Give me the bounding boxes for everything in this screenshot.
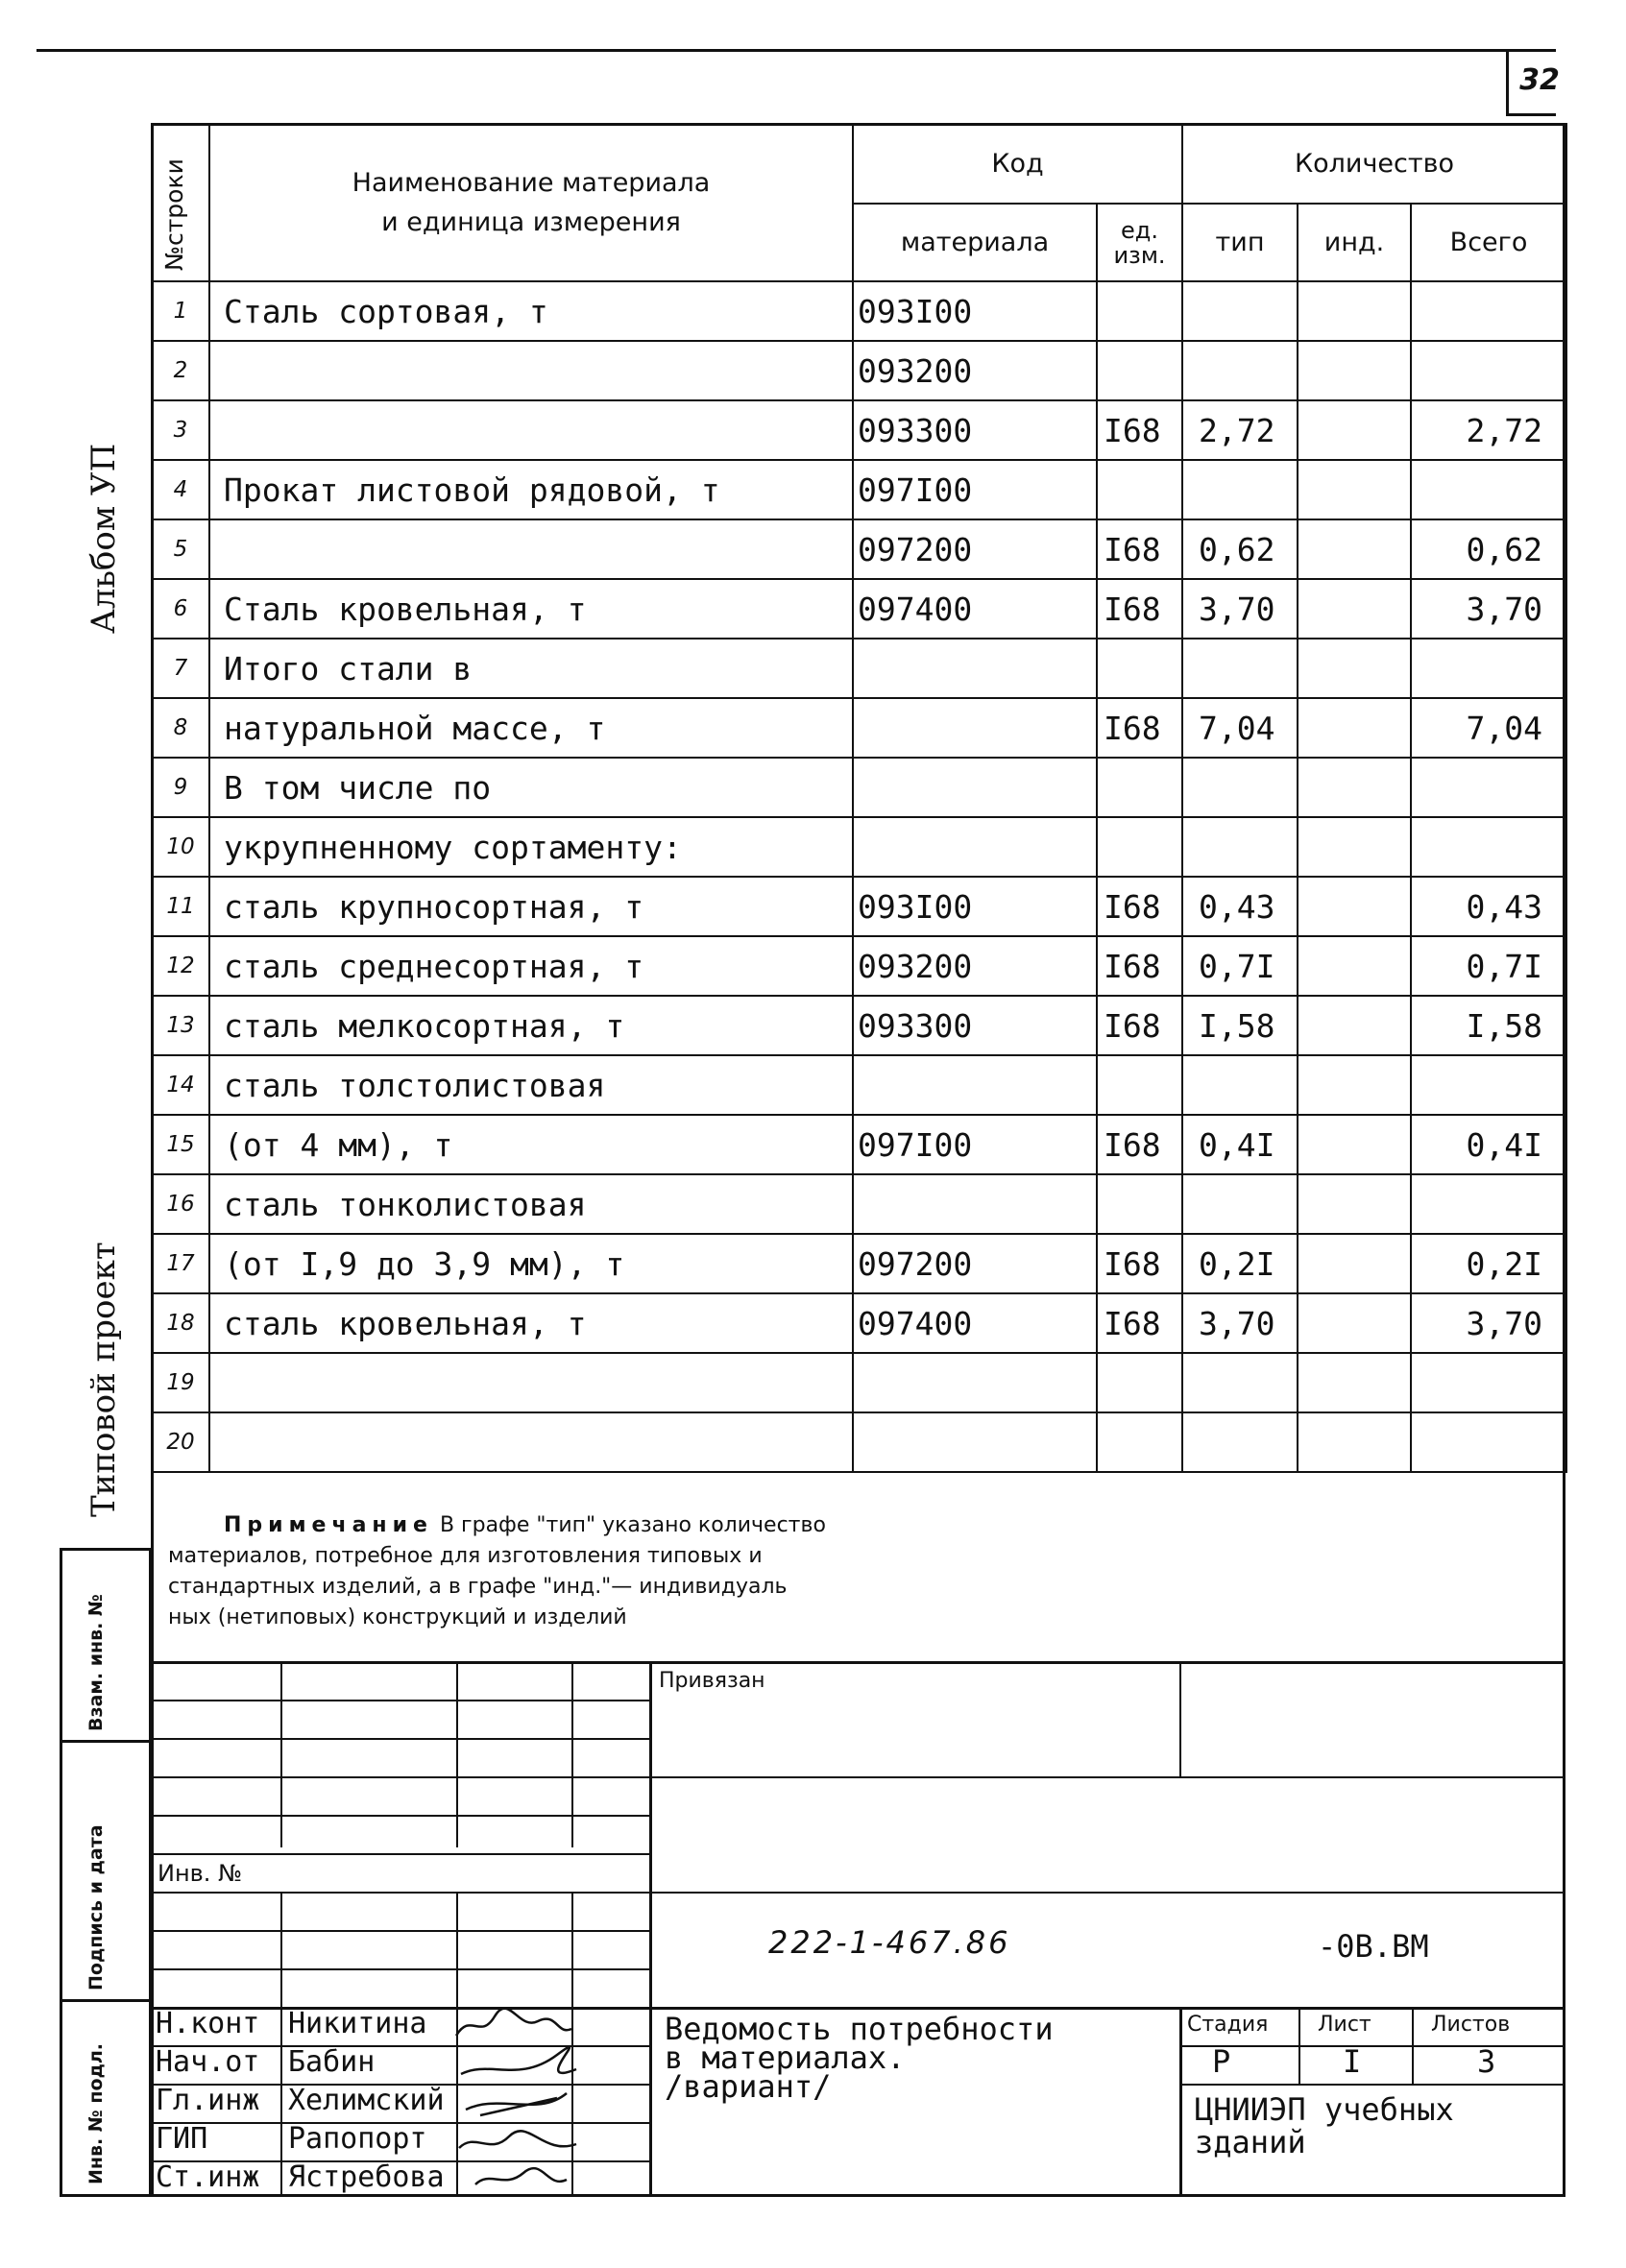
qty-total — [1411, 1174, 1566, 1234]
unit-code — [1097, 639, 1182, 698]
side-album-label: Альбом УП — [85, 443, 123, 634]
signer-name: Никитина — [288, 2007, 427, 2040]
qty-ind — [1298, 698, 1411, 758]
qty-ind — [1298, 1234, 1411, 1293]
qty-type — [1182, 1412, 1298, 1472]
material-name: (от I,9 до 3,9 мм), т — [209, 1234, 853, 1293]
qty-ind — [1298, 1293, 1411, 1353]
header-code: Код — [853, 124, 1182, 204]
doc-code: 222-1-467.86 — [768, 1924, 1011, 1961]
header-quantity: Количество — [1182, 124, 1566, 204]
material-name: Сталь кровельная, т — [209, 579, 853, 639]
qty-total: 3,70 — [1411, 579, 1566, 639]
table-row — [152, 639, 1566, 698]
header-name: Наименование материала и единица измерения — [209, 124, 853, 281]
qty-total: I,58 — [1411, 996, 1566, 1055]
material-name: Итого стали в — [209, 639, 853, 698]
table-row — [152, 877, 1566, 936]
qty-ind — [1298, 341, 1411, 400]
material-name — [209, 1412, 853, 1472]
qty-type — [1182, 460, 1298, 519]
qty-type — [1182, 1353, 1298, 1412]
material-name: сталь кровельная, т — [209, 1293, 853, 1353]
material-code: 097200 — [853, 1234, 1097, 1293]
qty-ind — [1298, 1353, 1411, 1412]
material-name: В том числе по — [209, 758, 853, 817]
table-row — [152, 1293, 1566, 1353]
qty-total — [1411, 1353, 1566, 1412]
unit-code — [1097, 817, 1182, 877]
qty-type — [1182, 817, 1298, 877]
row-number: 8 — [152, 698, 209, 758]
material-name — [209, 1353, 853, 1412]
row-number: 1 — [152, 281, 209, 341]
unit-code — [1097, 281, 1182, 341]
material-name: Сталь сортовая, т — [209, 281, 853, 341]
table-row — [152, 579, 1566, 639]
top-rule — [36, 49, 1556, 52]
table-row — [152, 1353, 1566, 1412]
material-name: натуральной массе, т — [209, 698, 853, 758]
qty-ind — [1298, 460, 1411, 519]
material-code: 093200 — [853, 936, 1097, 996]
stage-label: Стадия — [1187, 2013, 1269, 2037]
inv-no-label: Инв. № — [158, 1860, 243, 1887]
qty-total: 0,62 — [1411, 519, 1566, 579]
qty-total — [1411, 1412, 1566, 1472]
row-number: 4 — [152, 460, 209, 519]
qty-total — [1411, 341, 1566, 400]
material-code: 097400 — [853, 579, 1097, 639]
stage-value: Р — [1212, 2043, 1231, 2080]
table-row — [152, 1412, 1566, 1472]
qty-total — [1411, 817, 1566, 877]
row-number: 12 — [152, 936, 209, 996]
qty-type — [1182, 639, 1298, 698]
row-number: 20 — [152, 1412, 209, 1472]
signatures — [451, 2002, 605, 2199]
signer-name: Рапопорт — [288, 2122, 427, 2156]
qty-type: 0,62 — [1182, 519, 1298, 579]
material-name: сталь мелкосортная, т — [209, 996, 853, 1055]
note-line3: стандартных изделий, а в графе "инд."— индивидуаль — [168, 1575, 788, 1599]
row-number: 14 — [152, 1055, 209, 1115]
row-number: 19 — [152, 1353, 209, 1412]
table-row — [152, 1115, 1566, 1174]
material-name — [209, 400, 853, 460]
qty-type — [1182, 1055, 1298, 1115]
signer-role: Н.конт — [156, 2007, 260, 2040]
qty-total — [1411, 639, 1566, 698]
qty-ind — [1298, 758, 1411, 817]
material-name — [209, 341, 853, 400]
unit-code — [1097, 758, 1182, 817]
header-ind: инд. — [1298, 204, 1411, 281]
signer-name: Хелимский — [288, 2084, 445, 2117]
signer-name: Бабин — [288, 2045, 376, 2079]
unit-code: I68 — [1097, 519, 1182, 579]
side-stamp-column — [60, 1548, 152, 2197]
row-number: 17 — [152, 1234, 209, 1293]
unit-code: I68 — [1097, 1115, 1182, 1174]
sheets-label: Листов — [1431, 2013, 1511, 2037]
page-number: 32 — [1519, 63, 1560, 97]
qty-ind — [1298, 281, 1411, 341]
unit-code — [1097, 1174, 1182, 1234]
material-code: 097I00 — [853, 1115, 1097, 1174]
side-cell-replace-inv: Взам. инв. № — [62, 1551, 149, 1743]
unit-code: I68 — [1097, 579, 1182, 639]
unit-code — [1097, 341, 1182, 400]
material-name — [209, 519, 853, 579]
row-number: 18 — [152, 1293, 209, 1353]
material-code — [853, 698, 1097, 758]
material-name: укрупненному сортаменту: — [209, 817, 853, 877]
qty-type — [1182, 281, 1298, 341]
material-code: 093I00 — [853, 281, 1097, 341]
material-code: 097400 — [853, 1293, 1097, 1353]
row-number: 7 — [152, 639, 209, 698]
qty-type: 3,70 — [1182, 1293, 1298, 1353]
material-code — [853, 1353, 1097, 1412]
row-number: 11 — [152, 877, 209, 936]
material-code: 093200 — [853, 341, 1097, 400]
unit-code: I68 — [1097, 936, 1182, 996]
unit-code: I68 — [1097, 1234, 1182, 1293]
row-number: 2 — [152, 341, 209, 400]
table-row — [152, 996, 1566, 1055]
doc-suffix: -0В.ВМ — [1318, 1928, 1429, 1965]
table-row — [152, 400, 1566, 460]
sheets-value: 3 — [1477, 2043, 1496, 2080]
qty-type: 0,4I — [1182, 1115, 1298, 1174]
table-row — [152, 758, 1566, 817]
material-code: 097200 — [853, 519, 1097, 579]
side-cell-signature-date: Подпись и дата — [62, 1743, 149, 2002]
unit-code — [1097, 460, 1182, 519]
signer-role: Ст.инж — [156, 2160, 260, 2194]
signer-role: ГИП — [156, 2122, 208, 2156]
qty-type — [1182, 1174, 1298, 1234]
table-row — [152, 281, 1566, 341]
table-row — [152, 936, 1566, 996]
qty-total: 0,2I — [1411, 1234, 1566, 1293]
row-number: 10 — [152, 817, 209, 877]
qty-ind — [1298, 1174, 1411, 1234]
qty-type: 0,43 — [1182, 877, 1298, 936]
qty-type — [1182, 758, 1298, 817]
side-cell-inv-original: Инв. № подл. — [85, 2042, 107, 2184]
qty-total: 0,43 — [1411, 877, 1566, 936]
unit-code: I68 — [1097, 698, 1182, 758]
qty-ind — [1298, 639, 1411, 698]
unit-code: I68 — [1097, 996, 1182, 1055]
material-name: Прокат листовой рядовой, т — [209, 460, 853, 519]
qty-total — [1411, 1055, 1566, 1115]
header-unit: ед. изм. — [1097, 204, 1182, 281]
row-number: 6 — [152, 579, 209, 639]
unit-code — [1097, 1353, 1182, 1412]
qty-type: 2,72 — [1182, 400, 1298, 460]
note-lead: Примечание — [224, 1513, 433, 1537]
material-code: 093I00 — [853, 877, 1097, 936]
unit-code — [1097, 1412, 1182, 1472]
material-code — [853, 758, 1097, 817]
qty-ind — [1298, 877, 1411, 936]
table-row — [152, 817, 1566, 877]
qty-ind — [1298, 996, 1411, 1055]
sheet-value: I — [1343, 2043, 1362, 2080]
row-number: 15 — [152, 1115, 209, 1174]
material-name: сталь среднесортная, т — [209, 936, 853, 996]
table-row — [152, 698, 1566, 758]
material-code: 093300 — [853, 400, 1097, 460]
unit-code: I68 — [1097, 400, 1182, 460]
qty-type: 0,7I — [1182, 936, 1298, 996]
table-row — [152, 460, 1566, 519]
material-code — [853, 1174, 1097, 1234]
table-row — [152, 341, 1566, 400]
unit-code: I68 — [1097, 1293, 1182, 1353]
qty-ind — [1298, 400, 1411, 460]
qty-type: 7,04 — [1182, 698, 1298, 758]
material-code — [853, 1412, 1097, 1472]
row-number: 13 — [152, 996, 209, 1055]
row-number: 5 — [152, 519, 209, 579]
unit-code — [1097, 1055, 1182, 1115]
qty-type: 3,70 — [1182, 579, 1298, 639]
organization: ЦНИИЭП учебных зданий — [1195, 2091, 1454, 2160]
material-name: (от 4 мм), т — [209, 1115, 853, 1174]
qty-total: 2,72 — [1411, 400, 1566, 460]
qty-total — [1411, 758, 1566, 817]
qty-ind — [1298, 936, 1411, 996]
qty-total: 0,4I — [1411, 1115, 1566, 1174]
qty-total — [1411, 460, 1566, 519]
material-name: сталь крупносортная, т — [209, 877, 853, 936]
sheet-label: Лист — [1318, 2013, 1371, 2037]
attached-label: Привязан — [659, 1669, 765, 1693]
material-code — [853, 1055, 1097, 1115]
material-name: сталь тонколистовая — [209, 1174, 853, 1234]
note-line4: ных (нетиповых) конструкций и изделий — [168, 1605, 627, 1629]
qty-type — [1182, 341, 1298, 400]
qty-type: I,58 — [1182, 996, 1298, 1055]
material-code: 097I00 — [853, 460, 1097, 519]
doc-title: Ведомость потребности в материалах. /вариант/ — [665, 2011, 1054, 2105]
qty-ind — [1298, 1412, 1411, 1472]
material-code — [853, 817, 1097, 877]
header-row-no: №строки — [152, 124, 209, 281]
table-row — [152, 1055, 1566, 1115]
qty-ind — [1298, 579, 1411, 639]
note-line1: В графе "тип" указано количество — [432, 1513, 826, 1537]
side-project-label: Типовой проект — [85, 1242, 123, 1517]
unit-code: I68 — [1097, 877, 1182, 936]
material-name: сталь толстолистовая — [209, 1055, 853, 1115]
row-number: 16 — [152, 1174, 209, 1234]
material-code — [853, 639, 1097, 698]
table-row — [152, 1234, 1566, 1293]
note-line2: материалов, потребное для изготовления типовых и — [168, 1544, 763, 1568]
qty-type: 0,2I — [1182, 1234, 1298, 1293]
qty-total: 3,70 — [1411, 1293, 1566, 1353]
note-block — [168, 1510, 1032, 1633]
row-number: 3 — [152, 400, 209, 460]
signer-role: Гл.инж — [156, 2084, 260, 2117]
qty-ind — [1298, 519, 1411, 579]
qty-total — [1411, 281, 1566, 341]
qty-total: 0,7I — [1411, 936, 1566, 996]
qty-ind — [1298, 1055, 1411, 1115]
signer-role: Нач.от — [156, 2045, 260, 2079]
header-type: тип — [1182, 204, 1298, 281]
materials-table — [151, 123, 1567, 1473]
material-code: 093300 — [853, 996, 1097, 1055]
table-row — [152, 519, 1566, 579]
qty-ind — [1298, 1115, 1411, 1174]
qty-total: 7,04 — [1411, 698, 1566, 758]
signer-name: Ястребова — [288, 2160, 445, 2194]
qty-ind — [1298, 817, 1411, 877]
row-number: 9 — [152, 758, 209, 817]
table-row — [152, 1174, 1566, 1234]
header-material: материала — [853, 204, 1097, 281]
header-total: Всего — [1411, 204, 1566, 281]
